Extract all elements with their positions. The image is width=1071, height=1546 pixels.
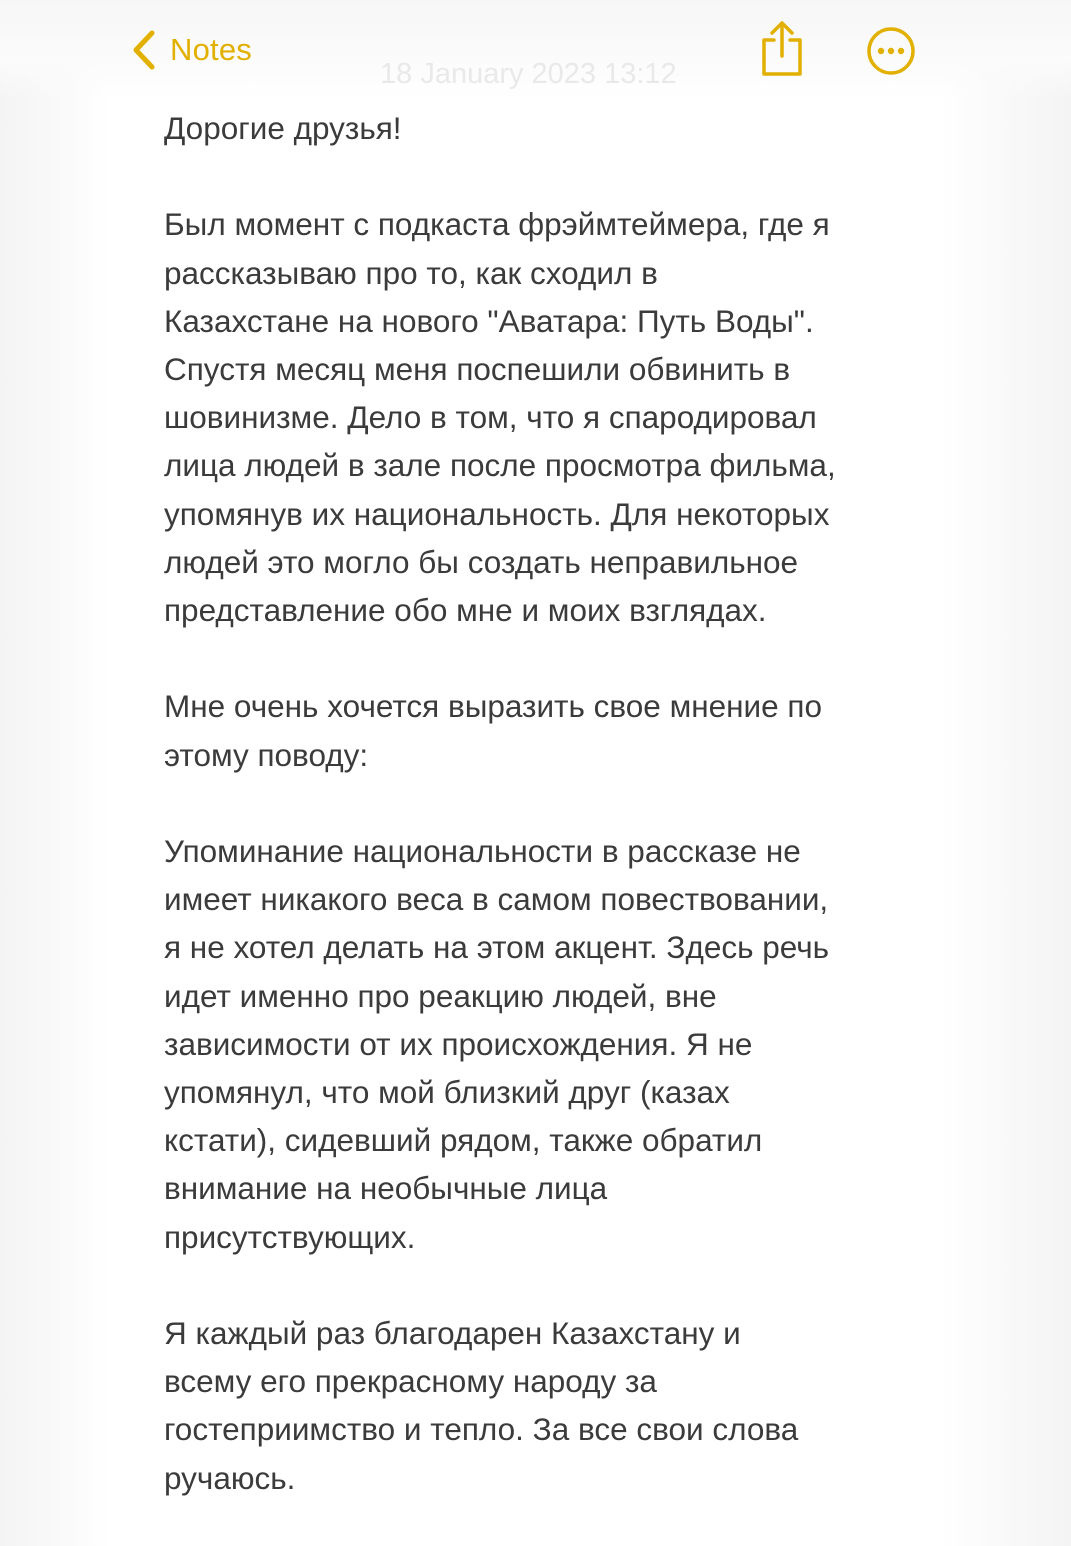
note-timestamp: 18 January 2023 13:12 [380,58,677,90]
right-edge-shadow [941,0,1071,1546]
note-paragraph-intro: Мне очень хочется выразить свое мнение по этому поводу: [164,688,822,773]
back-to-notes-button[interactable] [128,24,252,76]
back-button-label: Notes [170,32,252,67]
navigation-bar [0,0,1071,100]
chevron-left-icon [128,28,158,72]
note-paragraph-context: Был момент с подкаста фрэймтеймера, где я рассказываю про то, как сходил в Казахстане на нового "Аватара: Путь Воды". Спустя месяц меня поспешили обвинить в шовинизме. Дело в том, что я спародировал лица людей в зале после просмотра фильма, упомянув их национальность. Для некоторых людей это могло бы создать неправильное представление обо мне и моих взглядах. [164,206,836,629]
note-paragraph-explanation: Упоминание национальности в рассказе не имеет никакого веса в самом повествовании, я не хотел делать на этом акцент. Здесь речь идет именно про реакцию людей, вне зависимости от их происхождения. Я не упомянул, что мой близкий друг (казах кстати), сидевший рядом, также обратил внимание на необычные лица присутствующих. [164,833,830,1255]
note-body[interactable] [164,104,944,1502]
note-paragraph-closing: Я каждый раз благодарен Казахстану и всему его прекрасному народу за гостеприимство и тепло. За все свои слова ручаюсь. [164,1315,799,1496]
note-paragraph-greeting: Дорогие друзья! [164,110,402,146]
left-edge-shadow [0,0,110,1546]
share-icon[interactable] [756,20,808,78]
more-options-icon[interactable] [866,26,916,76]
